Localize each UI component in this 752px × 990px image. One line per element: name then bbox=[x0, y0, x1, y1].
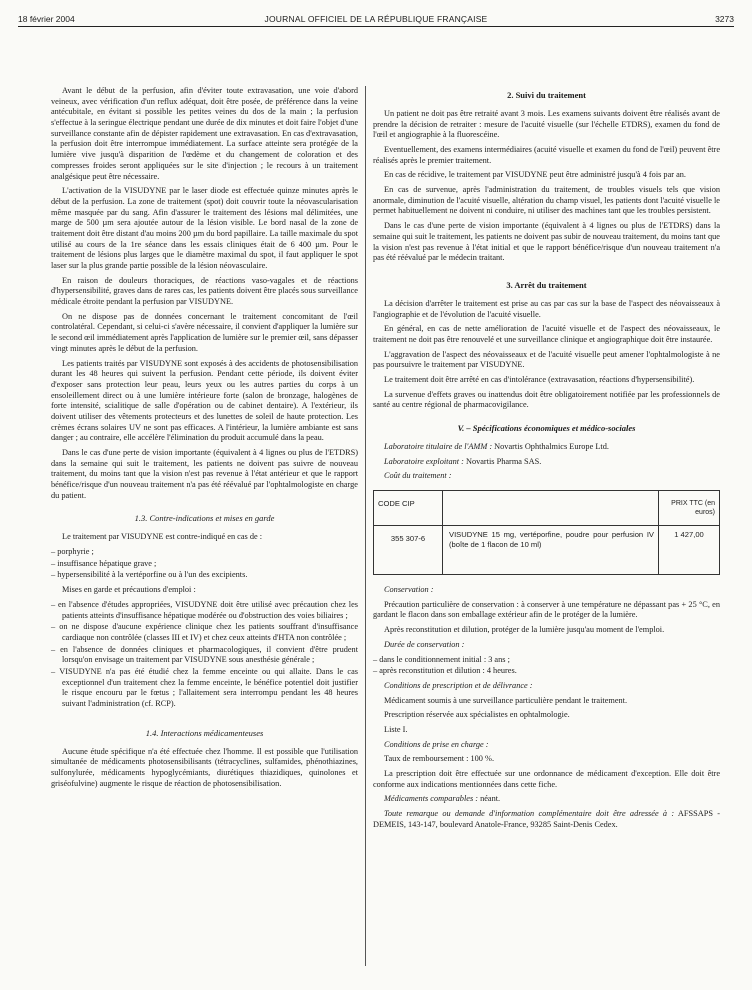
list-item: – insuffisance hépatique grave ; bbox=[51, 558, 157, 568]
header-code-cip: CODE CIP bbox=[374, 491, 443, 526]
lab-exp-value: Novartis Pharma SAS. bbox=[463, 456, 542, 466]
section-heading-3: 3. Arrêt du traitement bbox=[506, 279, 587, 290]
price-table bbox=[373, 490, 720, 575]
page-header bbox=[18, 10, 734, 26]
comparables-label: Médicaments comparables : bbox=[384, 794, 479, 804]
paragraph: Avant le début de la perfusion, afin d'éviter toute extravasation, une voie d'abord veineux, avec vérification d'un reflux adéquat, doit être posée, de préférence dans la veine antécubitale, en évitant si possible les petites veines du dos de la main ; la perfusion s'effectue à la seringue électrique pendant une durée de dix minutes et doit faire l'objet d'une surveillance constante afin de dépister rapidement une extravasation. En cas d'extravasation, la perfusion doit être interrompue immédiatement. La surface atteinte sera protégée de la lumière vive jusqu'à disparition de l'œdème et du changement de coloration et des compresses froides seront appliquées sur le site d'injection ; le recours à un traitement analgésique peut être nécessaire. bbox=[51, 86, 358, 181]
table-row bbox=[374, 526, 720, 575]
contraindication-list bbox=[51, 547, 358, 581]
paragraph: L'activation de la VISUDYNE par le laser diode est effectuée quinze minutes après le début de la perfusion. La zone de traitement (spot) doit couvrir toute la néovascularisation même masquée par du sang. Afin d'assurer le traitement des lésions mal délimitées, une marge de 500 µm sera ajoutée autour de la lésion visible. Le bord nasal de la zone de traitement doit être distant d'au moins 200 µm du bord papillaire. La taille maximale du spot utilisé au cours de la 1re séance dans les essais cliniques était de 6 400 µm. Pour le traitement de lésions plus larges que le diamètre maximal du spot, il faut appliquer le spot laser sur la plus grande partie possible de la lésion néovasculaire. bbox=[51, 186, 358, 270]
section-heading-2: 2. Suivi du traitement bbox=[507, 90, 586, 100]
list-item: – hypersensibilité à la vertéporfine ou à l'un des excipients. bbox=[51, 570, 248, 580]
list-item: – VISUDYNE n'a pas été étudié chez la femme enceinte ou qui allaite. Dans le cas exceptionnel d'un traitement chez la femme enceinte, le bénéfice potentiel doit justifier le risque encouru par le fœtus ; l'allaitement sera interrompu pendant les 48 heures suivant l'administration (cf. RCP). bbox=[51, 666, 358, 709]
comparables bbox=[373, 794, 720, 805]
duree-list bbox=[373, 655, 720, 677]
paragraph: Taux de remboursement : 100 %. bbox=[384, 754, 495, 764]
paragraph: Médicament soumis à une surveillance particulière pendant le traitement. bbox=[384, 695, 628, 705]
paragraph: En cas de survenue, après l'administration du traitement, de troubles visuels tels que vision anormale, diminution de l'acuité visuelle, altération du champ visuel, les patients dont l'acuité visuelle le permet habituellement ne doivent ni conduire, ni utiliser des machines tant que les troubles persistent. bbox=[373, 185, 720, 216]
prise-heading: Conditions de prise en charge : bbox=[384, 739, 489, 749]
contact-label: Toute remarque ou demande d'information complémentaire doit être adressée à : bbox=[384, 809, 675, 819]
paragraph: Dans le cas d'une perte de vision importante (équivalent à 4 lignes ou plus de l'ETDRS) dans la semaine qui suit le traitement, les patients ne doivent pas subir de nouveau traitement, du moins tant que la vision n'est pas revenue à l'état initial et que le rapport bénéfice/risque d'un nouveau traitement n'a pas été réévalué par le médecin traitant. bbox=[373, 221, 720, 263]
duree-heading: Durée de conservation : bbox=[384, 639, 465, 649]
list-item: – porphyrie ; bbox=[51, 547, 94, 557]
paragraph: En raison de douleurs thoraciques, de réactions vaso-vagales et de réactions d'hypersensibilité, graves dans de rares cas, les patients doivent être placés sous surveillance médicale étroite pendant la perfusion par VISUDYNE. bbox=[51, 275, 358, 307]
header-rule bbox=[18, 26, 734, 27]
lab-amm bbox=[373, 442, 720, 453]
header-date: 18 février 2004 bbox=[18, 14, 75, 24]
lab-exploitant bbox=[373, 457, 720, 468]
lab-amm-value: Novartis Ophthalmics Europe Ltd. bbox=[492, 441, 609, 451]
list-item: – on ne dispose d'aucune expérience clinique chez les patients souffrant d'insuffisance cardiaque non contrôlée (classes III et IV) et chez ceux atteints d'HTA non contrôlée ; bbox=[51, 622, 358, 642]
lab-amm-label: Laboratoire titulaire de l'AMM : bbox=[384, 441, 493, 451]
section-heading-V: V. – Spécifications économiques et médico-sociales bbox=[457, 423, 636, 434]
paragraph: Eventuellement, des examens intermédiaires (acuité visuelle et examen du fond de l'œil) peuvent être réalisés après le premier traitement. bbox=[373, 145, 721, 165]
right-column bbox=[373, 90, 720, 834]
cost-heading: Coût du traitement : bbox=[384, 471, 452, 481]
paragraph: Liste I. bbox=[384, 724, 408, 734]
comparables-value: néant. bbox=[478, 794, 501, 804]
paragraph: La décision d'arrêter le traitement est prise au cas par cas sur la base de l'aspect des néovaisseaux à l'angiographie et de l'évolution de l'acuité visuelle. bbox=[373, 298, 720, 319]
cell-price: 1 427,00 bbox=[659, 526, 720, 575]
paragraph: La prescription doit être effectuée sur une ordonnance de médicament d'exception. Elle doit être conforme aux indications mentionnées dans cette fiche. bbox=[373, 769, 720, 789]
section-heading-1-3: 1.3. Contre-indications et mises en garde bbox=[134, 513, 275, 524]
conservation-heading: Conservation : bbox=[384, 585, 434, 595]
paragraph: En général, en cas de nette amélioration de l'acuité visuelle et de l'aspect des néovaisseaux, le traitement ne doit pas être renouvelé et une surveillance clinique et angiographique doit être instaurée. bbox=[373, 324, 720, 344]
list-item: – en l'absence de données cliniques et pharmacologiques, il convient d'être prudent lorsqu'on envisage un traitement par VISUDYNE sous anesthésie générale ; bbox=[51, 644, 358, 665]
warnings-list bbox=[51, 600, 358, 710]
lab-exp-label: Laboratoire exploitant : bbox=[384, 456, 464, 466]
paragraph: Un patient ne doit pas être retraité avant 3 mois. Les examens suivants doivent être réalisés avant de prendre la décision de retraiter : mesure de l'acuité visuelle (sur l'échelle ETDRS), examen du fond de l'œil et angiographie à la fluorescéine. bbox=[373, 108, 720, 140]
paragraph: Après reconstitution et dilution, protéger de la lumière jusqu'au moment de l'emploi. bbox=[384, 625, 665, 635]
list-item: – après reconstitution et dilution : 4 heures. bbox=[373, 666, 517, 676]
list-item: – dans le conditionnement initial : 3 ans ; bbox=[373, 654, 510, 664]
header-page-number: 3273 bbox=[715, 14, 734, 24]
conditions-heading: Conditions de prescription et de délivrance : bbox=[384, 680, 533, 690]
paragraph: Prescription réservée aux spécialistes en ophtalmologie. bbox=[384, 710, 570, 720]
table-header-row bbox=[374, 491, 720, 526]
left-column bbox=[51, 86, 358, 793]
paragraph: La survenue d'effets graves ou inattendus doit être obligatoirement notifiée par les professionnels de santé au centre régional de pharmacovigilance. bbox=[373, 389, 720, 410]
section-heading-1-4: 1.4. Interactions médicamenteuses bbox=[145, 727, 264, 738]
paragraph: Le traitement doit être arrêté en cas d'intolérance (extravasation, réactions d'hypersensibilité). bbox=[384, 374, 695, 384]
paragraph: Mises en garde et précautions d'emploi : bbox=[62, 585, 196, 595]
cell-code: 355 307-6 bbox=[374, 526, 443, 575]
contact bbox=[373, 809, 720, 830]
contact-value: AFSSAPS - DEMEIS, 143-147, boulevard Anatole-France, 93285 Saint-Denis Cedex. bbox=[373, 809, 720, 829]
paragraph: Le traitement par VISUDYNE est contre-indiqué en cas de : bbox=[62, 532, 263, 542]
paragraph: En cas de récidive, le traitement par VISUDYNE peut être administré jusqu'à 4 fois par an. bbox=[384, 170, 687, 180]
header-empty bbox=[443, 491, 659, 526]
column-separator bbox=[365, 86, 366, 966]
paragraph: L'aggravation de l'aspect des néovaisseaux et de l'acuité visuelle peut amener l'ophtalmologiste à ne pas poursuivre le traitement par VISUDYNE. bbox=[373, 349, 720, 370]
paragraph: Les patients traités par VISUDYNE sont exposés à des accidents de photosensibilisation durant les 48 heures qui suivent la perfusion. Pendant cette période, ils doivent éviter d'exposer sans protection leur peau, leurs yeux ou les autres parties du corps à un ensoleillement direct ou à une lumière intérieure forte (salon de bronzage, halogènes de forte intensité, scialitique de salle d'opération ou de cabinet dentaire). A l'extérieur, ils doivent utiliser des vêtements protecteurs et des lunettes de soleil de haute protection. Les crèmes écrans solaires UV ne sont pas efficaces. A l'intérieur, la lumière ambiante est sans danger ; au contraire, elle accélère l'élimination du produit accumulé dans la peau. bbox=[51, 358, 358, 443]
paragraph: On ne dispose pas de données concernant le traitement concomitant de l'œil controlatéral. Cependant, si celui-ci s'avère nécessaire, il convient d'appliquer la lumière sur le second œil immédiatement après l'application de lumière sur le premier œil, sans dépasser vingt minutes après le début de la perfusion. bbox=[51, 311, 358, 353]
header-title: JOURNAL OFFICIEL DE LA RÉPUBLIQUE FRANÇAISE bbox=[264, 14, 488, 24]
paragraph: Dans le cas d'une perte de vision importante (équivalent à 4 lignes ou plus de l'ETDRS) dans la semaine qui suit le traitement, les patients ne doivent pas suivre de nouveau traitement, du moins tant que la vision n'est pas revenue à l'état antérieur et que le rapport bénéfice/risque d'un nouveau traitement n'a pas été réévalué par l'ophtalmologiste en charge du patient. bbox=[51, 448, 358, 500]
paragraph: Précaution particulière de conservation : à conserver à une température ne dépassant pas + 25 °C, en gardant le flacon dans son emballage extérieur afin de le protéger de la lumière. bbox=[373, 599, 720, 620]
paragraph: Aucune étude spécifique n'a été effectuée chez l'homme. Il est possible que l'utilisation simultanée de médicaments photosensibilisants (tétracyclines, sulfamides, phénothiazines, sulfonylurée, médicaments hypoglycémiants, diurétiques thiazidiques, quinolones et griséofulvine) augmente le risque de réaction de photosensibilisation. bbox=[51, 746, 358, 788]
list-item: – en l'absence d'études appropriées, VISUDYNE doit être utilisé avec précaution chez les patients atteints d'insuffisance hépatique modérée ou d'obstruction des voies biliaires ; bbox=[51, 599, 358, 620]
header-price: PRIX TTC (en euros) bbox=[659, 491, 720, 526]
cell-description: VISUDYNE 15 mg, vertéporfine, poudre pour perfusion IV (boîte de 1 flacon de 10 ml) bbox=[443, 526, 659, 575]
